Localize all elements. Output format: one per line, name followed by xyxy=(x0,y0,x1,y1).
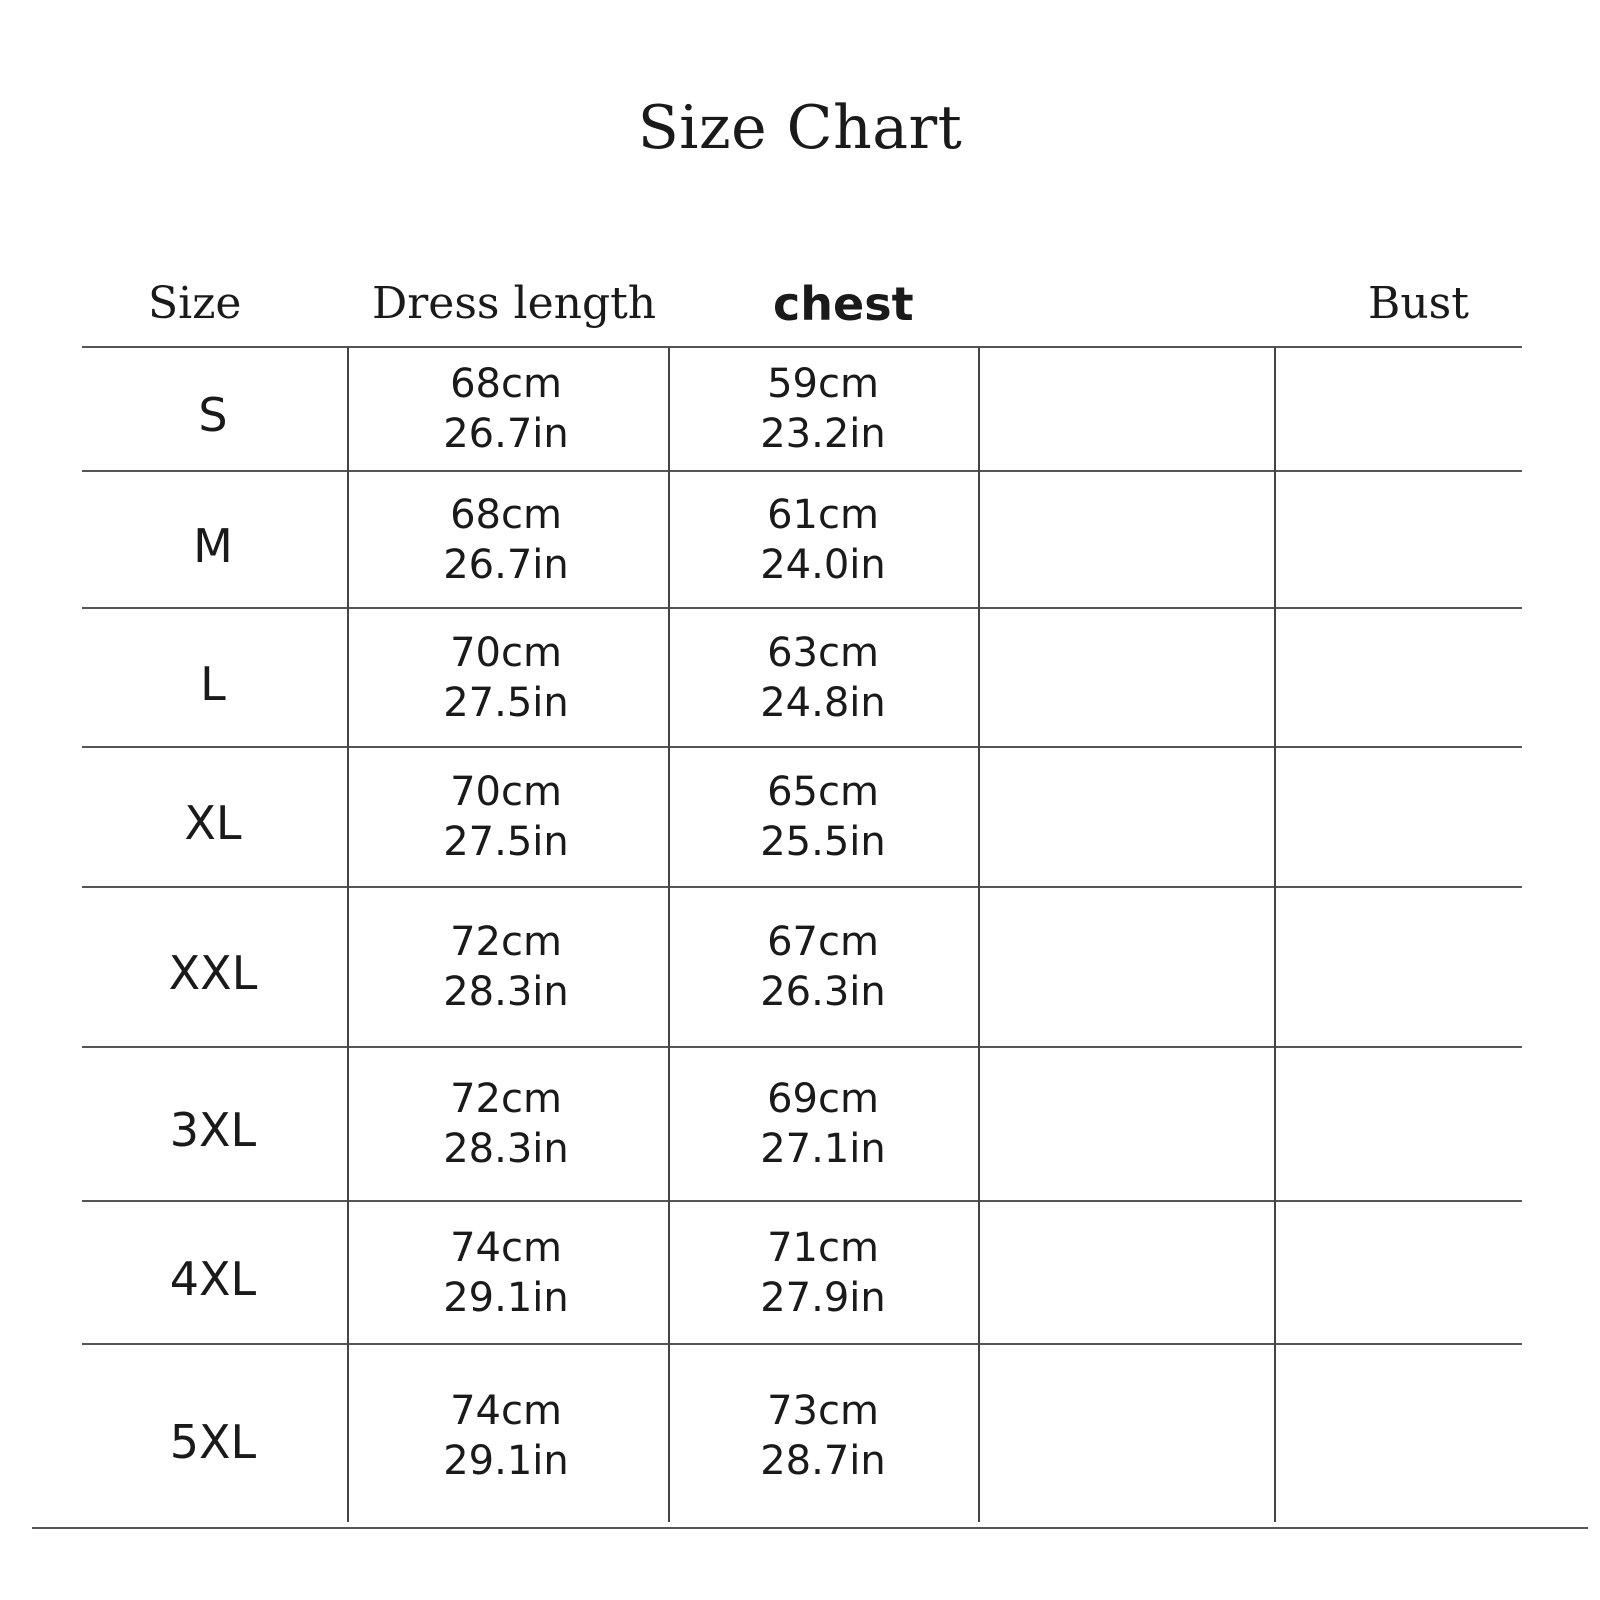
table-row xyxy=(82,1048,1522,1200)
table-row xyxy=(82,348,1522,470)
chest-cell: 61cm 24.0in xyxy=(760,491,886,588)
size-cell: XL xyxy=(184,796,242,850)
dress-length-cell: 74cm 29.1in xyxy=(443,1224,569,1321)
header-chest: chest xyxy=(773,277,914,331)
size-cell: L xyxy=(200,656,226,711)
dress-length-cell: 70cm 27.5in xyxy=(443,629,569,726)
chest-cell: 69cm 27.1in xyxy=(760,1076,886,1172)
size-cell: S xyxy=(198,388,228,442)
size-cell: M xyxy=(193,518,233,573)
header-size: Size xyxy=(148,278,242,329)
size-cell: 4XL xyxy=(169,1251,257,1306)
table-row xyxy=(82,1202,1522,1343)
dress-length-cell: 72cm 28.3in xyxy=(443,1076,569,1172)
dress-length-cell: 72cm 28.3in xyxy=(443,919,569,1015)
chest-cell: 59cm 23.2in xyxy=(760,361,886,457)
table-row xyxy=(82,609,1522,746)
bottom-rule xyxy=(32,1527,1588,1529)
size-cell: XXL xyxy=(168,946,258,1000)
dress-length-cell: 68cm 26.7in xyxy=(443,361,569,457)
chest-cell: 65cm 25.5in xyxy=(760,769,886,865)
dress-length-cell: 74cm 29.1in xyxy=(443,1388,569,1484)
dress-length-cell: 68cm 26.7in xyxy=(443,491,569,588)
page-title: Size Chart xyxy=(637,93,963,163)
table-row xyxy=(82,472,1522,607)
chest-cell: 63cm 24.8in xyxy=(760,629,886,726)
chest-cell: 67cm 26.3in xyxy=(760,919,886,1015)
header-dress-length: Dress length xyxy=(372,278,657,329)
size-cell: 3XL xyxy=(169,1103,257,1157)
dress-length-cell: 70cm 27.5in xyxy=(443,769,569,865)
header-bust: Bust xyxy=(1368,278,1469,329)
chest-cell: 71cm 27.9in xyxy=(760,1224,886,1321)
table-row xyxy=(82,1345,1522,1527)
size-cell: 5XL xyxy=(169,1415,257,1469)
table-row xyxy=(82,748,1522,886)
table-row xyxy=(82,888,1522,1046)
chest-cell: 73cm 28.7in xyxy=(760,1388,886,1484)
